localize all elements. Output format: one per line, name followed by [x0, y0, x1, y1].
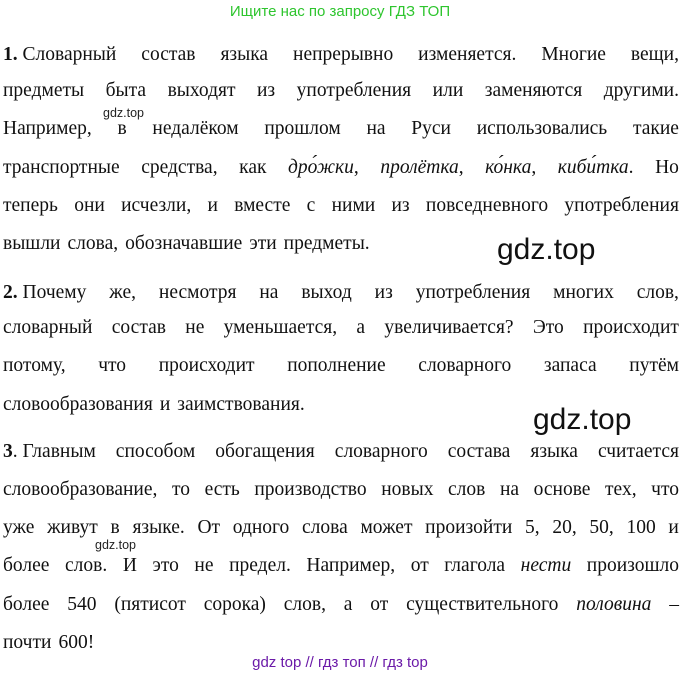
word: более [3, 555, 50, 576]
word: транспортные [3, 157, 120, 178]
word: Многие [541, 44, 606, 65]
paragraph-1-line-2 [3, 76, 679, 106]
paragraph-number: 3 [3, 441, 13, 462]
word: считается [597, 441, 679, 462]
watermark-large-2: gdz.top [533, 403, 632, 436]
word-text: . Главным [12, 441, 96, 462]
word: глагола [444, 555, 506, 576]
word-text: Словарный [17, 44, 117, 65]
word [3, 40, 116, 70]
word: слов, [636, 282, 679, 303]
word: заменяются [484, 80, 583, 101]
word: это [152, 555, 179, 576]
word: произошло [586, 555, 679, 576]
word: И [122, 555, 137, 576]
word: Это [532, 317, 564, 338]
word: вещи, [630, 44, 679, 65]
word: живут [47, 517, 98, 538]
watermark-small-1: gdz.top [103, 106, 145, 120]
word: почти [3, 632, 52, 653]
word: в [110, 517, 120, 538]
word: словарного [334, 441, 428, 462]
paragraph-number: 1. [3, 44, 18, 65]
word: обогащения [215, 441, 315, 462]
word: запаса [543, 355, 597, 376]
word: языка [220, 44, 269, 65]
word: исчезли, [121, 195, 192, 216]
word: то [171, 479, 190, 500]
paragraph-2-line-1 [3, 278, 679, 308]
word: языке. [132, 517, 185, 538]
paragraph-2-line-3 [3, 351, 679, 381]
word: из [257, 80, 276, 101]
word: обозначавшие [125, 233, 243, 254]
word: потому, [3, 355, 66, 376]
word: вышли [3, 233, 61, 254]
italic-word: половина [576, 594, 652, 615]
word: сорока) [203, 594, 266, 615]
word: производство [254, 479, 367, 500]
word: происходит [158, 355, 255, 376]
word: ними [331, 195, 376, 216]
word: Но [655, 157, 679, 178]
word: уменьшается, [223, 317, 338, 338]
word: на [259, 282, 279, 303]
word: прошлом [264, 118, 341, 139]
watermark-large-1: gdz.top [497, 233, 596, 266]
italic-word: нести [520, 555, 572, 576]
watermark-small-2: gdz.top [95, 538, 137, 552]
word [521, 551, 572, 581]
word: Например, [3, 118, 92, 139]
paragraph-3-line-2 [3, 475, 679, 505]
word: а [343, 594, 353, 615]
word: с [306, 195, 316, 216]
word: пополнение [287, 355, 386, 376]
word: слов, [283, 594, 326, 615]
word: происходит [583, 317, 679, 338]
word: уже [3, 517, 35, 538]
word: в [117, 118, 127, 139]
word: произойти [425, 517, 513, 538]
word: 540 [67, 594, 97, 615]
word: и [159, 394, 171, 415]
word: и [207, 195, 218, 216]
word: предел. [229, 555, 291, 576]
word: выход [301, 282, 352, 303]
italic-word: пролётка [380, 157, 459, 178]
word: 20, [552, 517, 577, 538]
word: 100 [626, 517, 656, 538]
footer-banner: gdz top // гдз топ // гдз top [252, 654, 428, 671]
word: предметы [3, 80, 85, 101]
word: употребления [296, 80, 412, 101]
paragraph-1-line-5 [3, 191, 679, 221]
paragraph-3-line-1 [3, 437, 679, 467]
word: увеличивается? [384, 317, 514, 338]
word: существительного [406, 594, 559, 615]
word: тех, [605, 479, 637, 500]
word: словообразования [3, 394, 153, 415]
word [576, 590, 651, 620]
word: 5, [524, 517, 540, 538]
paragraph-2-line-2 [3, 313, 679, 343]
word: повседневного [425, 195, 549, 216]
word: может [360, 517, 413, 538]
word: выходят [167, 80, 236, 101]
word: более [3, 594, 50, 615]
word: на [366, 118, 386, 139]
italic-word: дро́жки [288, 157, 354, 178]
word: – [669, 594, 679, 615]
word: эти [249, 233, 277, 254]
word-text: Почему [17, 282, 87, 303]
word: употребления [564, 195, 679, 216]
paragraph-1-line-1 [3, 40, 679, 70]
paragraph-1-line-4 [3, 153, 679, 183]
word: из [374, 282, 393, 303]
word [3, 278, 86, 308]
word: употребления [415, 282, 531, 303]
word: же, [109, 282, 137, 303]
paragraph-3-line-5 [3, 590, 679, 620]
word: слов. [65, 555, 108, 576]
paragraph-number: 2. [3, 282, 18, 303]
word: не [185, 317, 205, 338]
word: способом [115, 441, 196, 462]
word: дро́жки, [288, 157, 359, 178]
word: одного [232, 517, 290, 538]
word: состава [447, 441, 511, 462]
word: и [668, 517, 679, 538]
word: теперь [3, 195, 58, 216]
word: другими. [603, 80, 679, 101]
word: (пятисот [114, 594, 186, 615]
word: как [239, 157, 267, 178]
word: предметы. [283, 233, 370, 254]
word: вместе [234, 195, 291, 216]
word: Например, [306, 555, 396, 576]
word: такие [632, 118, 679, 139]
word: что [98, 355, 127, 376]
word: многих [553, 282, 614, 303]
paragraph-3-line-4 [3, 551, 679, 581]
word: языка [530, 441, 578, 462]
word: использовались [476, 118, 608, 139]
word: пролётка, [380, 157, 464, 178]
word: на [499, 479, 520, 500]
word: киби́тка. [557, 157, 634, 178]
word: заимствования. [177, 394, 305, 415]
word: слов [448, 479, 486, 500]
word: основе [533, 479, 591, 500]
word: есть [204, 479, 240, 500]
word: непрерывно [293, 44, 394, 65]
italic-word: ко́нка [485, 157, 532, 178]
word: от [370, 594, 389, 615]
word: недалёком [152, 118, 239, 139]
word: словарного [418, 355, 512, 376]
word: путём [629, 355, 679, 376]
word: или [432, 80, 464, 101]
word: состав [141, 44, 196, 65]
word: слова, [67, 233, 119, 254]
word: а [356, 317, 366, 338]
word: из [391, 195, 410, 216]
word: что [651, 479, 679, 500]
word: Руси [411, 118, 451, 139]
word: изменяется. [418, 44, 517, 65]
word: быта [105, 80, 147, 101]
word: словообразование, [3, 479, 158, 500]
word: От [197, 517, 221, 538]
word: средства, [141, 157, 218, 178]
word: несмотря [158, 282, 237, 303]
word: они [74, 195, 105, 216]
header-banner: Ищите нас по запросу ГДЗ ТОП [229, 3, 451, 20]
word: состав [111, 317, 166, 338]
word: слова [302, 517, 348, 538]
word [3, 437, 96, 467]
italic-word: киби́тка [557, 157, 629, 178]
word: 600! [58, 632, 95, 653]
word: ко́нка, [485, 157, 537, 178]
word: не [194, 555, 214, 576]
word: словарный [3, 317, 93, 338]
word: 50, [589, 517, 614, 538]
word: от [410, 555, 429, 576]
word: новых [381, 479, 434, 500]
